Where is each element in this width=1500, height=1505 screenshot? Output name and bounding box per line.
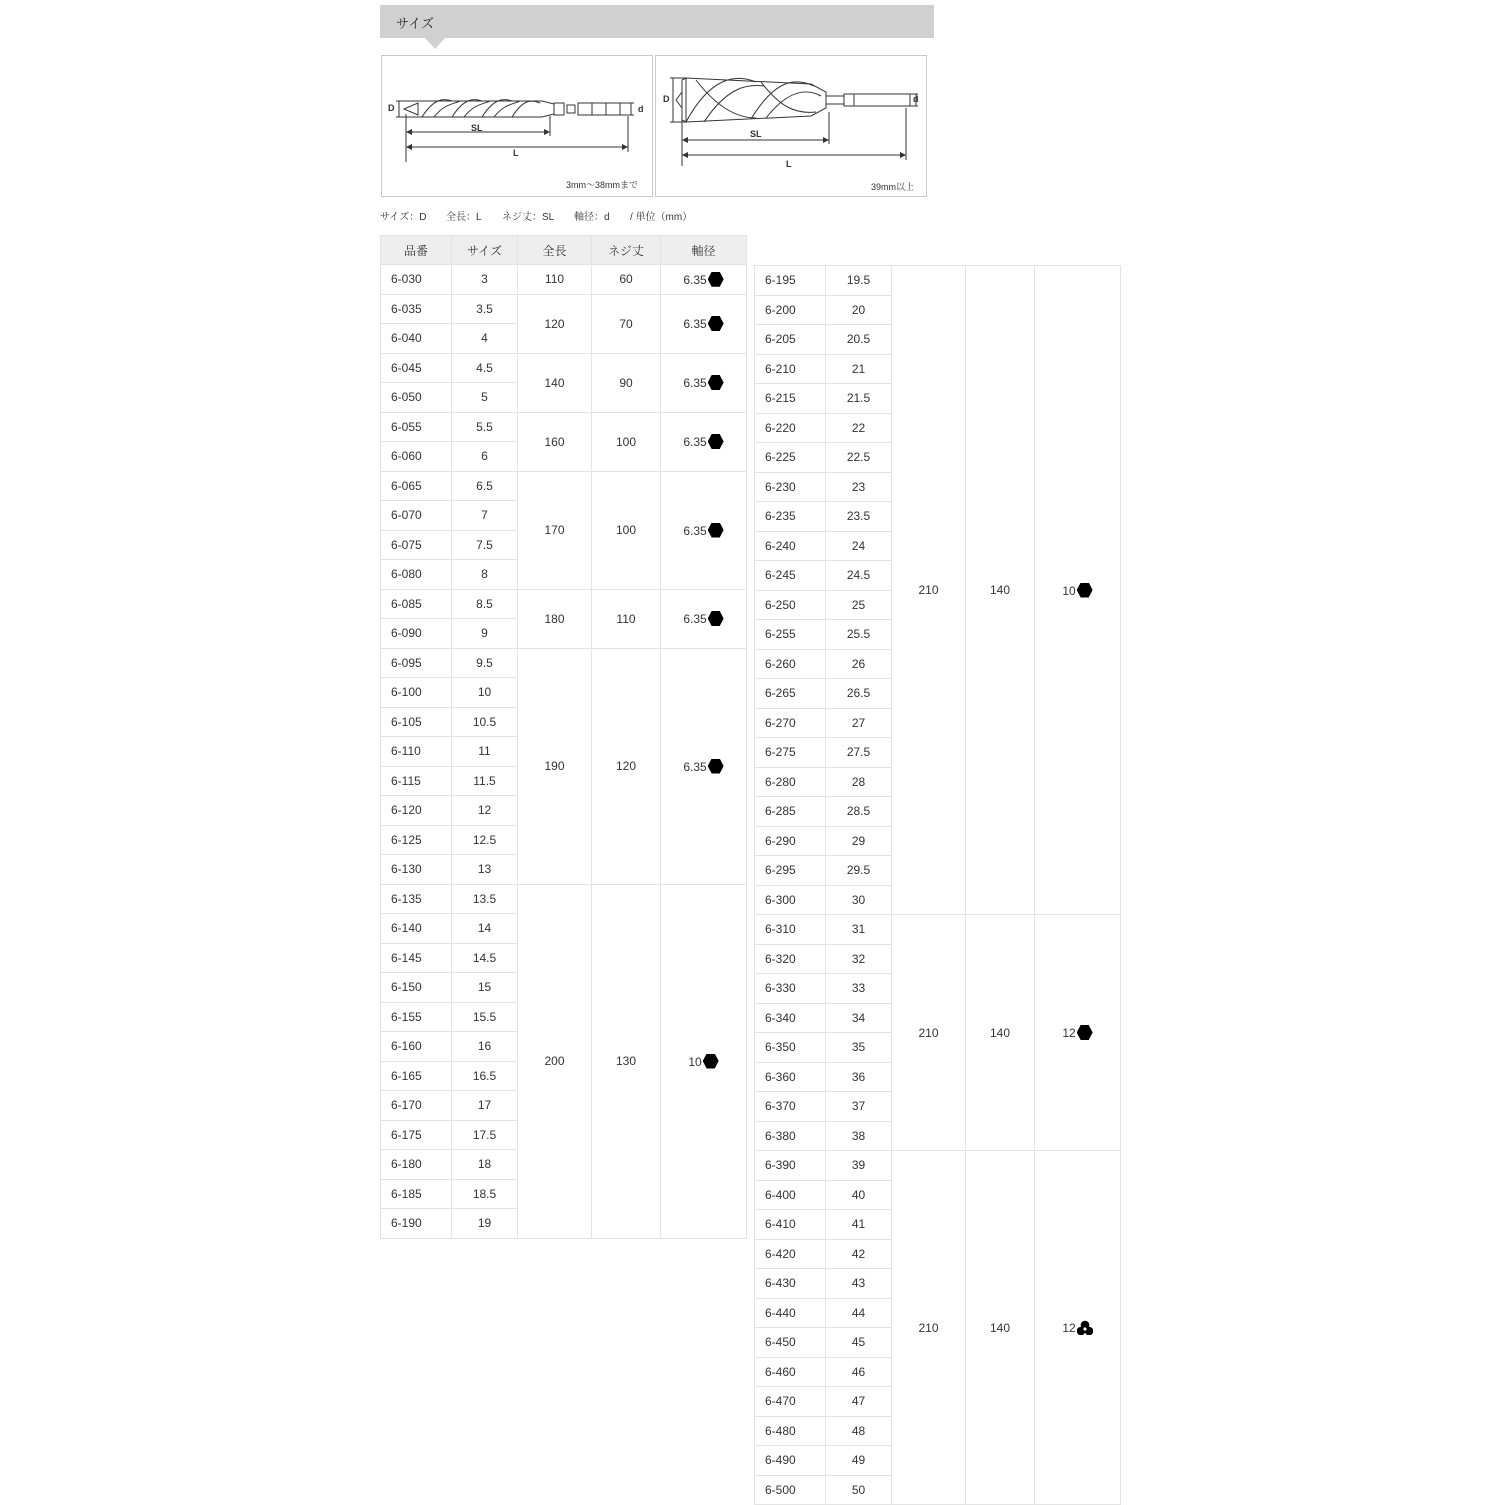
shaft-value (683, 760, 723, 774)
size-cell: 33 (826, 974, 892, 1004)
small-range-note: 3mm～38mmまで (566, 180, 639, 190)
size-cell: 16 (452, 1032, 518, 1062)
length-cell: 200 (518, 884, 592, 1238)
size-cell: 47 (826, 1387, 892, 1417)
part-number-cell: 6-460 (755, 1357, 826, 1387)
part-number-cell: 6-225 (755, 443, 826, 473)
part-number-cell: 6-100 (381, 678, 452, 708)
table-row (381, 412, 747, 442)
part-number-cell: 6-230 (755, 472, 826, 502)
size-cell: 10 (452, 678, 518, 708)
part-number-cell: 6-115 (381, 766, 452, 796)
shaft-number: 10 (1062, 583, 1076, 598)
part-number-cell: 6-070 (381, 501, 452, 531)
header-part-number: 品番 (381, 236, 452, 265)
part-number-cell: 6-300 (755, 885, 826, 915)
part-number-cell: 6-240 (755, 531, 826, 561)
screw-length-cell: 90 (592, 353, 661, 412)
part-number-cell: 6-330 (755, 974, 826, 1004)
shaft-number: 12 (1062, 1321, 1076, 1335)
part-number-cell: 6-055 (381, 412, 452, 442)
drill-bit-large-drawing (656, 56, 926, 196)
size-cell: 4.5 (452, 353, 518, 383)
size-cell: 16.5 (452, 1061, 518, 1091)
hex-shank-icon (708, 611, 724, 626)
part-number-cell: 6-205 (755, 325, 826, 355)
size-cell: 18.5 (452, 1179, 518, 1209)
length-cell: 210 (892, 266, 966, 915)
part-number-cell: 6-050 (381, 383, 452, 413)
table-row (755, 266, 1121, 296)
size-cell: 3 (452, 265, 518, 295)
part-number-cell: 6-195 (755, 266, 826, 296)
shaft-number: 6.35 (683, 317, 707, 331)
screw-length-cell: 120 (592, 648, 661, 884)
length-cell: 120 (518, 294, 592, 353)
size-cell: 29 (826, 826, 892, 856)
shaft-value (688, 1055, 718, 1069)
part-number-cell: 6-080 (381, 560, 452, 590)
part-number-cell: 6-410 (755, 1210, 826, 1240)
screw-length-cell: 100 (592, 471, 661, 589)
part-number-cell: 6-450 (755, 1328, 826, 1358)
size-cell: 21 (826, 354, 892, 384)
label-L: L (513, 148, 519, 158)
size-cell: 27.5 (826, 738, 892, 768)
part-number-cell: 6-260 (755, 649, 826, 679)
table-header-row (381, 236, 747, 265)
size-cell: 30 (826, 885, 892, 915)
size-cell: 11.5 (452, 766, 518, 796)
part-number-cell: 6-110 (381, 737, 452, 767)
table-row (755, 915, 1121, 945)
size-cell: 14 (452, 914, 518, 944)
size-cell: 39 (826, 1151, 892, 1181)
part-number-cell: 6-370 (755, 1092, 826, 1122)
size-cell: 41 (826, 1210, 892, 1240)
shaft-diameter-cell (661, 589, 747, 648)
large-range-note: 39mm以上 (871, 182, 915, 192)
tri-flat-shank-icon (1077, 1320, 1093, 1335)
size-cell: 9.5 (452, 648, 518, 678)
shaft-value (1062, 1321, 1092, 1335)
size-cell: 18 (452, 1150, 518, 1180)
shaft-diameter-cell (661, 265, 747, 295)
shaft-number: 6.35 (683, 435, 707, 449)
part-number-cell: 6-180 (381, 1150, 452, 1180)
size-cell: 25.5 (826, 620, 892, 650)
part-number-cell: 6-420 (755, 1239, 826, 1269)
size-cell: 20 (826, 295, 892, 325)
size-cell: 24 (826, 531, 892, 561)
table-row (381, 471, 747, 501)
screw-length-cell: 60 (592, 265, 661, 295)
length-cell: 180 (518, 589, 592, 648)
screw-length-cell: 70 (592, 294, 661, 353)
size-cell: 50 (826, 1475, 892, 1505)
shaft-value (683, 524, 723, 538)
size-cell: 15 (452, 973, 518, 1003)
shaft-value (683, 612, 723, 626)
shaft-diameter-cell (1035, 266, 1121, 915)
table-row (381, 884, 747, 914)
part-number-cell: 6-085 (381, 589, 452, 619)
part-number-cell: 6-285 (755, 797, 826, 827)
part-number-cell: 6-270 (755, 708, 826, 738)
header-size: サイズ (452, 236, 518, 265)
size-cell: 38 (826, 1121, 892, 1151)
size-cell: 28 (826, 767, 892, 797)
part-number-cell: 6-500 (755, 1475, 826, 1505)
shaft-value (683, 317, 723, 331)
part-number-cell: 6-165 (381, 1061, 452, 1091)
section-header (380, 5, 934, 38)
hex-shank-icon (708, 434, 724, 449)
legend-length: 全長：L (446, 212, 482, 223)
part-number-cell: 6-340 (755, 1003, 826, 1033)
shaft-number: 6.35 (683, 523, 707, 538)
shaft-value (683, 376, 723, 390)
size-cell: 7 (452, 501, 518, 531)
part-number-cell: 6-030 (381, 265, 452, 295)
part-number-cell: 6-140 (381, 914, 452, 944)
header-screw-length: ネジ丈 (592, 236, 661, 265)
size-cell: 23 (826, 472, 892, 502)
part-number-cell: 6-130 (381, 855, 452, 885)
part-number-cell: 6-480 (755, 1416, 826, 1446)
legend-unit: / 単位（mm） (630, 212, 693, 223)
shaft-diameter-cell (661, 648, 747, 884)
part-number-cell: 6-120 (381, 796, 452, 826)
label-d: d (913, 94, 919, 104)
part-number-cell: 6-235 (755, 502, 826, 532)
size-cell: 26 (826, 649, 892, 679)
header-length: 全長 (518, 236, 592, 265)
part-number-cell: 6-400 (755, 1180, 826, 1210)
size-cell: 15.5 (452, 1002, 518, 1032)
size-cell: 45 (826, 1328, 892, 1358)
part-number-cell: 6-210 (755, 354, 826, 384)
hex-shank-icon (708, 523, 724, 538)
legend-size: サイズ：D (380, 212, 427, 223)
length-cell: 140 (518, 353, 592, 412)
part-number-cell: 6-150 (381, 973, 452, 1003)
length-cell: 160 (518, 412, 592, 471)
shaft-number: 6.35 (683, 759, 707, 774)
part-number-cell: 6-265 (755, 679, 826, 709)
label-SL: SL (750, 129, 762, 139)
size-cell: 29.5 (826, 856, 892, 886)
size-cell: 12 (452, 796, 518, 826)
size-cell: 26.5 (826, 679, 892, 709)
size-cell: 43 (826, 1269, 892, 1299)
size-cell: 44 (826, 1298, 892, 1328)
part-number-cell: 6-105 (381, 707, 452, 737)
shaft-diameter-cell (1035, 1151, 1121, 1505)
label-D: D (388, 103, 395, 113)
screw-length-cell: 100 (592, 412, 661, 471)
label-SL: SL (471, 123, 483, 133)
part-number-cell: 6-255 (755, 620, 826, 650)
part-number-cell: 6-125 (381, 825, 452, 855)
part-number-cell: 6-215 (755, 384, 826, 414)
drill-bit-small-drawing (382, 56, 652, 196)
screw-length-cell: 140 (966, 266, 1035, 915)
table-row (381, 265, 747, 295)
part-number-cell: 6-245 (755, 561, 826, 591)
part-number-cell: 6-075 (381, 530, 452, 560)
part-number-cell: 6-350 (755, 1033, 826, 1063)
part-number-cell: 6-060 (381, 442, 452, 472)
part-number-cell: 6-290 (755, 826, 826, 856)
size-cell: 9 (452, 619, 518, 649)
table-row (381, 353, 747, 383)
screw-length-cell: 140 (966, 915, 1035, 1151)
part-number-cell: 6-275 (755, 738, 826, 768)
length-cell: 170 (518, 471, 592, 589)
shaft-number: 12 (1062, 1026, 1076, 1040)
part-number-cell: 6-440 (755, 1298, 826, 1328)
shaft-number: 6.35 (683, 376, 707, 390)
size-cell: 8.5 (452, 589, 518, 619)
screw-length-cell: 140 (966, 1151, 1035, 1505)
size-cell: 5 (452, 383, 518, 413)
size-cell: 7.5 (452, 530, 518, 560)
size-cell: 34 (826, 1003, 892, 1033)
size-cell: 17 (452, 1091, 518, 1121)
part-number-cell: 6-470 (755, 1387, 826, 1417)
length-cell: 110 (518, 265, 592, 295)
part-number-cell: 6-280 (755, 767, 826, 797)
shaft-diameter-cell (661, 471, 747, 589)
shaft-value (1062, 1026, 1092, 1040)
part-number-cell: 6-250 (755, 590, 826, 620)
shaft-diameter-cell (661, 884, 747, 1238)
hex-shank-icon (708, 375, 724, 390)
label-D: D (663, 94, 670, 104)
part-number-cell: 6-380 (755, 1121, 826, 1151)
size-cell: 22 (826, 413, 892, 443)
part-number-cell: 6-320 (755, 944, 826, 974)
size-cell: 28.5 (826, 797, 892, 827)
part-number-cell: 6-040 (381, 324, 452, 354)
size-cell: 12.5 (452, 825, 518, 855)
part-number-cell: 6-170 (381, 1091, 452, 1121)
part-number-cell: 6-185 (381, 1179, 452, 1209)
size-cell: 4 (452, 324, 518, 354)
part-number-cell: 6-090 (381, 619, 452, 649)
hex-shank-icon (1077, 1025, 1093, 1040)
shaft-number: 6.35 (683, 272, 707, 287)
length-cell: 210 (892, 915, 966, 1151)
screw-length-cell: 130 (592, 884, 661, 1238)
size-cell: 13 (452, 855, 518, 885)
size-cell: 48 (826, 1416, 892, 1446)
size-cell: 13.5 (452, 884, 518, 914)
size-cell: 25 (826, 590, 892, 620)
label-d: d (638, 104, 644, 114)
size-cell: 31 (826, 915, 892, 945)
size-cell: 8 (452, 560, 518, 590)
shaft-diameter-cell (661, 412, 747, 471)
part-number-cell: 6-045 (381, 353, 452, 383)
section-header-pointer (425, 38, 445, 49)
shaft-number: 6.35 (683, 612, 707, 626)
length-cell: 210 (892, 1151, 966, 1505)
legend-shaft: 軸径：d (574, 212, 610, 223)
table-row (381, 589, 747, 619)
shaft-diameter-cell (661, 294, 747, 353)
shaft-number: 10 (688, 1054, 702, 1069)
part-number-cell: 6-390 (755, 1151, 826, 1181)
part-number-cell: 6-160 (381, 1032, 452, 1062)
part-number-cell: 6-145 (381, 943, 452, 973)
size-cell: 20.5 (826, 325, 892, 355)
size-cell: 37 (826, 1092, 892, 1122)
size-cell: 17.5 (452, 1120, 518, 1150)
size-cell: 23.5 (826, 502, 892, 532)
table-row (755, 1151, 1121, 1181)
hex-shank-icon (708, 316, 724, 331)
screw-length-cell: 110 (592, 589, 661, 648)
shaft-diameter-cell (1035, 915, 1121, 1151)
part-number-cell: 6-175 (381, 1120, 452, 1150)
part-number-cell: 6-310 (755, 915, 826, 945)
part-number-cell: 6-220 (755, 413, 826, 443)
size-cell: 5.5 (452, 412, 518, 442)
size-cell: 19.5 (826, 266, 892, 296)
shaft-value (1062, 584, 1092, 598)
size-cell: 10.5 (452, 707, 518, 737)
size-cell: 42 (826, 1239, 892, 1269)
part-number-cell: 6-360 (755, 1062, 826, 1092)
hex-shank-icon (708, 759, 724, 774)
shaft-value (683, 273, 723, 287)
part-number-cell: 6-190 (381, 1209, 452, 1239)
part-number-cell: 6-200 (755, 295, 826, 325)
length-cell: 190 (518, 648, 592, 884)
size-cell: 27 (826, 708, 892, 738)
size-cell: 36 (826, 1062, 892, 1092)
size-cell: 3.5 (452, 294, 518, 324)
hex-shank-icon (1077, 583, 1093, 598)
size-cell: 21.5 (826, 384, 892, 414)
hex-shank-icon (703, 1054, 719, 1069)
size-cell: 40 (826, 1180, 892, 1210)
shaft-value (683, 435, 723, 449)
section-title: サイズ (396, 16, 434, 31)
size-cell: 35 (826, 1033, 892, 1063)
spec-table-right (754, 265, 1121, 1505)
size-cell: 22.5 (826, 443, 892, 473)
size-cell: 11 (452, 737, 518, 767)
part-number-cell: 6-065 (381, 471, 452, 501)
hex-shank-icon (708, 272, 724, 287)
size-cell: 19 (452, 1209, 518, 1239)
part-number-cell: 6-155 (381, 1002, 452, 1032)
spec-table-left (380, 235, 747, 1239)
part-number-cell: 6-295 (755, 856, 826, 886)
part-number-cell: 6-035 (381, 294, 452, 324)
header-shaft-diameter: 軸径 (661, 236, 747, 265)
table-row (381, 648, 747, 678)
part-number-cell: 6-490 (755, 1446, 826, 1476)
size-cell: 6 (452, 442, 518, 472)
size-cell: 32 (826, 944, 892, 974)
table-row (381, 294, 747, 324)
label-L: L (786, 159, 792, 169)
drill-diagram-large (655, 55, 927, 197)
size-cell: 49 (826, 1446, 892, 1476)
size-cell: 46 (826, 1357, 892, 1387)
shaft-diameter-cell (661, 353, 747, 412)
size-cell: 14.5 (452, 943, 518, 973)
size-cell: 24.5 (826, 561, 892, 591)
drill-diagram-small (381, 55, 653, 197)
part-number-cell: 6-095 (381, 648, 452, 678)
part-number-cell: 6-430 (755, 1269, 826, 1299)
size-cell: 6.5 (452, 471, 518, 501)
legend-screw: ネジ丈：SL (502, 212, 555, 223)
part-number-cell: 6-135 (381, 884, 452, 914)
